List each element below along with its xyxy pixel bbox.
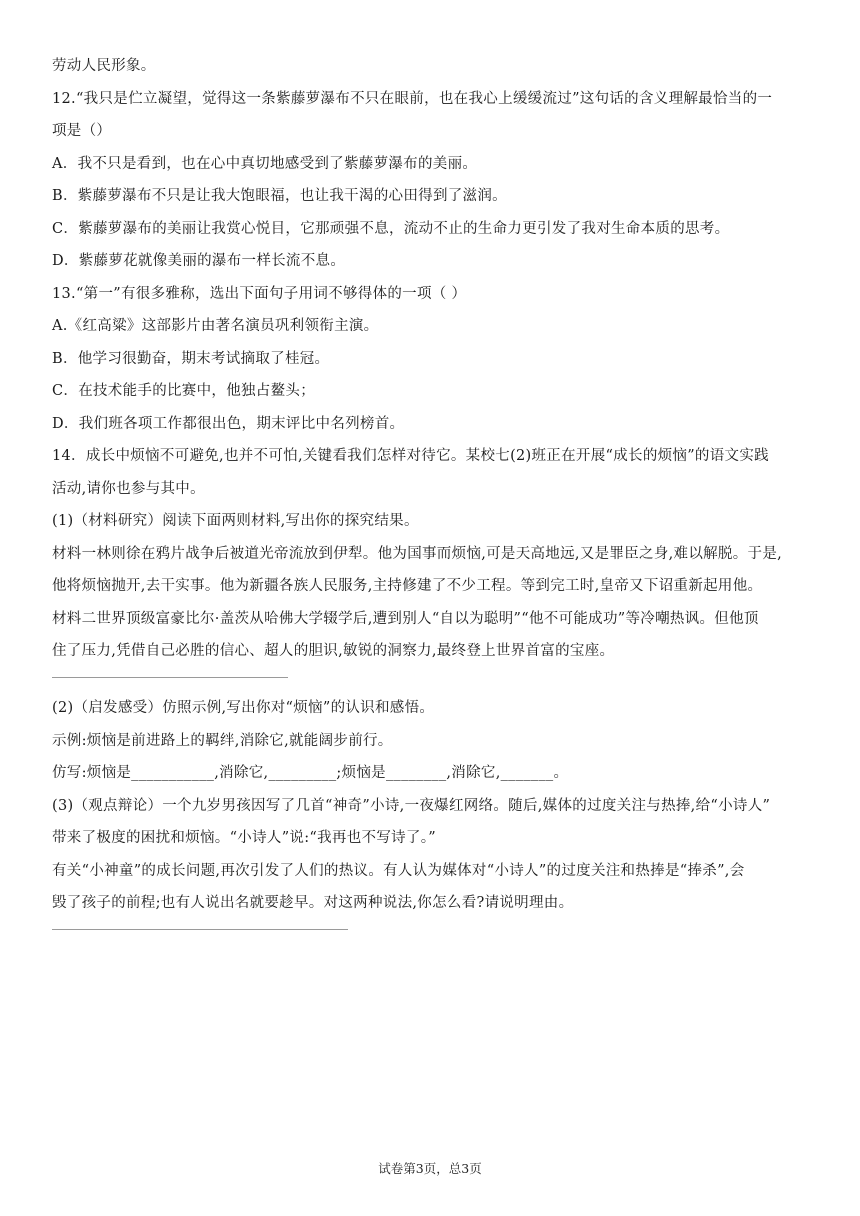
text-line: 劳动人民形象。 — [52, 58, 156, 74]
sub-question-2: (2)（启发感受）仿照示例,写出你对“烦恼”的认识和感悟。 — [52, 700, 435, 716]
option-d: D．紫藤萝花就像美丽的瀑布一样长流不息。 — [52, 253, 346, 269]
answer-line[interactable] — [52, 677, 288, 678]
page-footer: 试卷第3页，总3页 — [378, 1161, 482, 1176]
option-b: B．他学习很勤奋，期末考试摘取了桂冠。 — [52, 350, 330, 367]
text-line: 住了压力,凭借自己必胜的信心、超人的胆识,敏锐的洞察力,最终登上世界首富的宝座。 — [52, 643, 615, 659]
text-line: 活动,请你也参与其中。 — [52, 480, 205, 497]
text-line: 他将烦恼抛开,去干实事。他为新疆各族人民服务,主持修建了不少工程。等到完工时,皇帝又下诏重新起用他。 — [52, 578, 763, 594]
option-c: C．在技术能手的比赛中，他独占鳌头； — [52, 383, 315, 399]
document-page — [52, 56, 812, 950]
option-c: C．紫藤萝瀑布的美丽让我赏心悦目，它那顽强不息，流动不止的生命力更引发了我对生命本质的思考。 — [52, 220, 730, 237]
text-line: 项是（） — [52, 123, 112, 139]
option-a: A.《红高粱》这部影片由著名演员巩利领衔主演。 — [52, 318, 379, 334]
option-b: B．紫藤萝瀑布不只是让我大饱眼福，也让我干渴的心田得到了滋润。 — [52, 188, 507, 204]
option-a: A．我不只是看到，也在心中真切地感受到了紫藤萝瀑布的美丽。 — [52, 155, 478, 172]
option-d: D．我们班各项工作都很出色，期末评比中名列榜首。 — [52, 415, 405, 432]
answer-line[interactable] — [52, 929, 348, 930]
text-line: 有关“小神童”的成长问题,再次引发了人们的热议。有人认为媒体对“小诗人”的过度关注和热捧是“捧杀”,会 — [52, 862, 745, 879]
sub-question-1: (1)（材料研究）阅读下面两则材料,写出你的探究结果。 — [52, 513, 419, 529]
question-14-stem: 14．成长中烦恼不可避免,也并不可怕,关键看我们怎样对待它。某校七(2)班正在开展“成长的烦恼”的语文实践 — [52, 448, 769, 464]
question-13-stem: 13.“第一”有很多雅称，选出下面句子用词不够得体的一项（ ） — [52, 285, 467, 302]
question-12-stem: 12.“我只是伫立凝望，觉得这一条紫藤萝瀑布不只在眼前，也在我心上缓缓流过”这句话的含义理解最恰当的一 — [52, 90, 773, 107]
text-line: 带来了极度的困扰和烦恼。“小诗人”说:“我再也不写诗了。” — [52, 830, 436, 846]
material-one: 材料一林则徐在鸦片战争后被道光帝流放到伊犁。他为国事而烦恼,可是天高地远,又是罪臣之身,难以解脱。于是, — [52, 545, 783, 562]
material-two: 材料二世界顶级富豪比尔·盖茨从哈佛大学辍学后,遭到别人“自以为聪明”“他不可能成功”等冷嘲热讽。但他顶 — [52, 610, 759, 627]
sub-question-3: (3)（观点辩论）一个九岁男孩因写了几首“神奇”小诗,一夜爆红网络。随后,媒体的过度关注与热捧,给“小诗人” — [52, 797, 771, 814]
text-line: 毁了孩子的前程;也有人说出名就要趁早。对这两种说法,你怎么看?请说明理由。 — [52, 895, 574, 911]
example-line: 示例:烦恼是前进路上的羁绊,消除它,就能阔步前行。 — [52, 732, 393, 749]
imitation-line: 仿写:烦恼是___________,消除它,_________;烦恼是________,消除它,_______。 — [52, 765, 569, 781]
